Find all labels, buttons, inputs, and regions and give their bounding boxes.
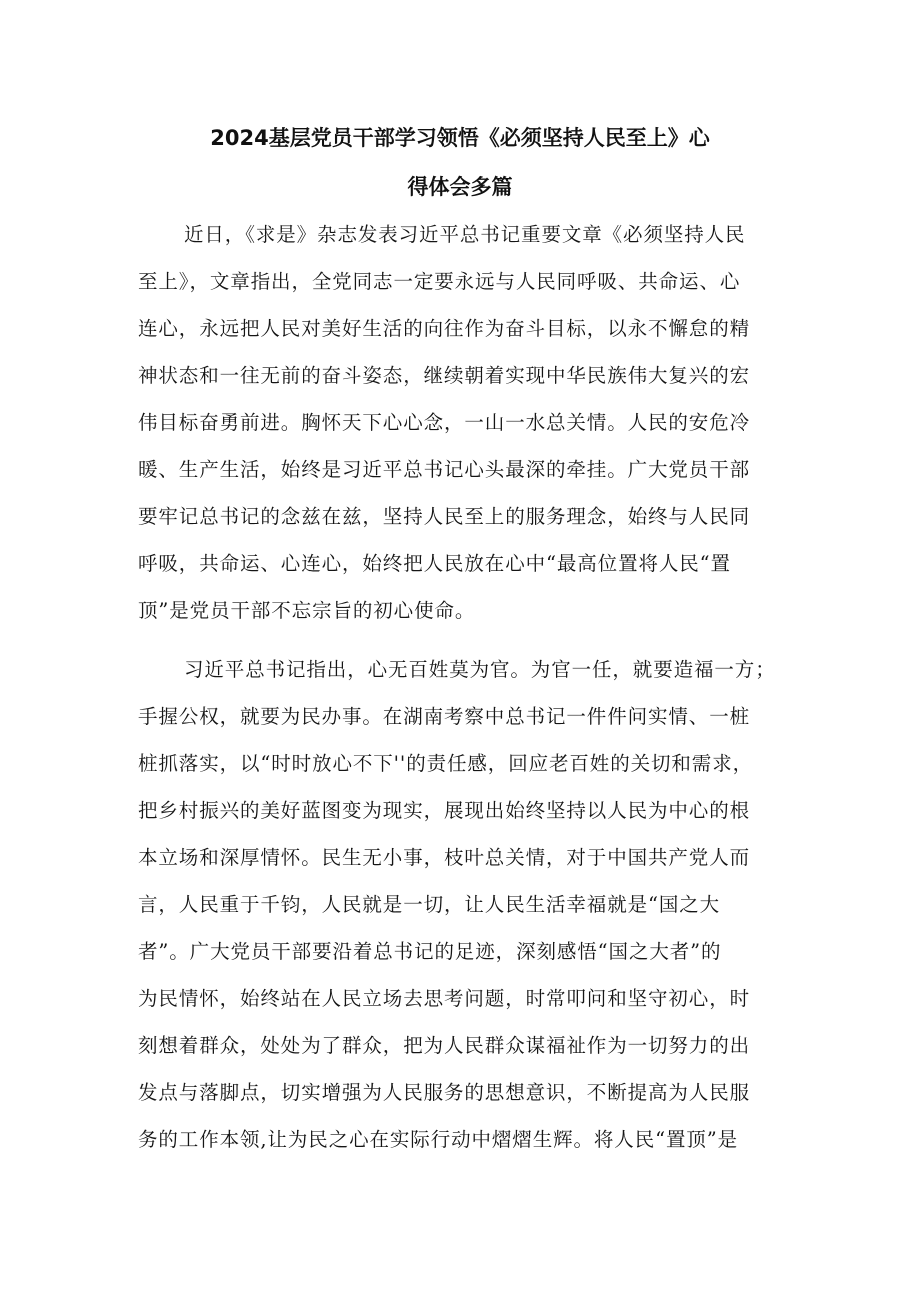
paragraph-2-line-10: 发点与落脚点，切实增强为人民服务的思想意识，不断提高为人民服 <box>138 1081 751 1104</box>
paragraph-1-line-8: 呼吸，共命运、心连心，始终把人民放在心中“最高位置将人民“置 <box>138 552 731 575</box>
paragraph-2-line-4: 把乡村振兴的美好蓝图变为现实，展现出始终坚持以人民为中心的根 <box>138 799 751 822</box>
paragraph-2-line-2: 手握公权，就要为民办事。在湖南考察中总书记一件件问实情、一桩 <box>138 705 751 728</box>
paragraph-2-line-1: 习近平总书记指出，心无百姓莫为官。为官一任，就要造福一方； <box>184 658 776 681</box>
document-title-line-1: 2024基层党员干部学习领悟《必须坚持人民至上》心 <box>210 126 710 150</box>
paragraph-1-line-2: 至上》，文章指出，全党同志一定要永远与人民同呼吸、共命运、心 <box>138 270 741 293</box>
paragraph-1-line-5: 伟目标奋勇前进。胸怀天下心心念，一山一水总关情。人民的安危冷 <box>138 411 751 434</box>
paragraph-2-line-6: 言，人民重于千钧，人民就是一切，让人民生活幸福就是“国之大 <box>138 893 721 916</box>
paragraph-2-line-9: 刻想着群众，处处为了群众，把为人民群众谋福祉作为一切努力的出 <box>138 1034 751 1057</box>
paragraph-2-line-3: 桩抓落实，以“时时放心不下''的责任感，回应老百姓的关切和需求， <box>138 752 753 775</box>
paragraph-1-line-1: 近日，《求是》杂志发表习近平总书记重要文章《必须坚持人民 <box>184 223 746 246</box>
paragraph-2-line-5: 本立场和深厚情怀。民生无小事，枝叶总关情，对于中国共产党人而 <box>138 846 751 869</box>
paragraph-1-line-9: 顶”是党员干部不忘宗旨的初心使命。 <box>138 599 476 622</box>
document-title-line-2: 得体会多篇 <box>407 175 513 199</box>
paragraph-1-line-6: 暖、生产生活，始终是习近平总书记心头最深的牵挂。广大党员干部 <box>138 458 751 481</box>
paragraph-1-line-7: 要牢记总书记的念兹在兹，坚持人民至上的服务理念，始终与人民同 <box>138 505 751 528</box>
paragraph-2-line-7: 者”。广大党员干部要沿着总书记的足迹，深刻感悟“国之大者”的 <box>138 940 722 963</box>
paragraph-1-line-3: 连心，永远把人民对美好生活的向往作为奋斗目标，以永不懈怠的精 <box>138 317 751 340</box>
paragraph-1-line-4: 神状态和一往无前的奋斗姿态，继续朝着实现中华民族伟大复兴的宏 <box>138 364 751 387</box>
paragraph-2-line-11: 务的工作本领,让为民之心在实际行动中熠熠生辉。将人民“置顶”是 <box>138 1128 739 1151</box>
paragraph-2-line-8: 为民情怀，始终站在人民立场去思考问题，时常叩问和坚守初心，时 <box>138 987 751 1010</box>
